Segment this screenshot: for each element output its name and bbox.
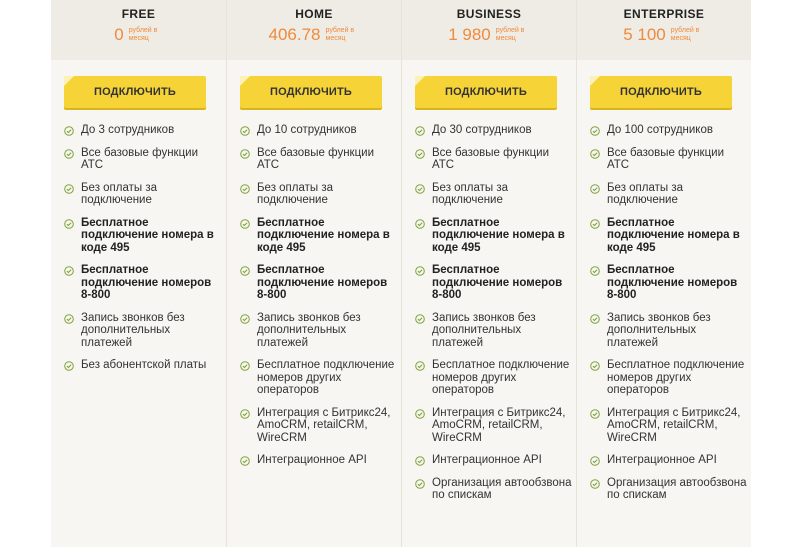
- feature-text: Все базовые функции АТС: [607, 146, 725, 171]
- feature-text: Бесплатное подключение номеров других операторов: [607, 359, 745, 396]
- check-circle-icon: [590, 184, 600, 194]
- button-corner-decoration: [64, 76, 74, 86]
- check-circle-icon: [415, 266, 425, 276]
- feature-text: Интеграция с Битрикс24, AmoCRM, retailCRM, WireCRM: [607, 406, 741, 444]
- feature-item: [590, 477, 748, 502]
- plan-name: FREE: [121, 7, 156, 21]
- feature-item: [415, 182, 573, 207]
- plan-name: HOME: [295, 7, 333, 21]
- feature-list: [590, 124, 748, 512]
- plan-price: 0: [114, 25, 124, 44]
- feature-item: [240, 217, 398, 255]
- feature-item: [415, 407, 573, 445]
- connect-button-label: ПОДКЛЮЧИТЬ: [269, 86, 353, 98]
- plan-price-unit: рублей в месяц: [670, 27, 700, 42]
- check-circle-icon: [64, 314, 74, 324]
- check-circle-icon: [240, 219, 250, 229]
- feature-list: [240, 124, 398, 477]
- feature-text: Бесплатное подключение номера в коде 495: [81, 216, 214, 254]
- feature-text: Все базовые функции АТС: [432, 146, 550, 171]
- check-circle-icon: [590, 266, 600, 276]
- check-circle-icon: [590, 219, 600, 229]
- feature-item: [415, 264, 573, 302]
- feature-text: Запись звонков без дополнительных платежей: [81, 311, 185, 349]
- feature-item: [240, 454, 398, 467]
- feature-list: [415, 124, 573, 512]
- feature-text: Интеграция с Битрикс24, AmoCRM, retailCRM, WireCRM: [432, 406, 566, 444]
- feature-item: [590, 407, 748, 445]
- feature-item: [590, 264, 748, 302]
- check-circle-icon: [415, 126, 425, 136]
- plan-price: 1 980: [448, 25, 491, 44]
- connect-button[interactable]: [240, 76, 382, 108]
- feature-text: До 30 сотрудников: [432, 124, 532, 136]
- feature-text: До 100 сотрудников: [607, 124, 713, 136]
- feature-item: [64, 264, 222, 302]
- check-circle-icon: [590, 361, 600, 371]
- check-circle-icon: [240, 266, 250, 276]
- check-circle-icon: [240, 314, 250, 324]
- plan-price-row: [227, 25, 401, 45]
- feature-text: Без оплаты за подключение: [257, 181, 334, 206]
- connect-button[interactable]: [415, 76, 557, 108]
- check-circle-icon: [590, 149, 600, 159]
- feature-item: [590, 312, 748, 350]
- check-circle-icon: [415, 409, 425, 419]
- check-circle-icon: [590, 409, 600, 419]
- plan-price-unit: рублей в месяц: [128, 27, 158, 42]
- feature-text: Бесплатное подключение номера в коде 495: [432, 216, 565, 254]
- feature-text: Без абонентской платы: [81, 359, 207, 371]
- plan-enterprise: [576, 0, 751, 547]
- feature-text: Все базовые функции АТС: [257, 146, 375, 171]
- check-circle-icon: [240, 361, 250, 371]
- check-circle-icon: [415, 219, 425, 229]
- feature-item: [240, 147, 398, 172]
- feature-item: [240, 124, 398, 137]
- feature-text: Бесплатное подключение номеров других операторов: [257, 359, 395, 396]
- check-circle-icon: [415, 361, 425, 371]
- plan-header: [402, 0, 576, 60]
- plan-header: [51, 0, 226, 60]
- button-corner-decoration: [415, 76, 425, 86]
- pricing-table: [51, 0, 751, 547]
- plan-home: [226, 0, 401, 547]
- check-circle-icon: [240, 126, 250, 136]
- check-circle-icon: [590, 314, 600, 324]
- plan-business: [401, 0, 576, 547]
- feature-item: [240, 359, 398, 397]
- feature-text: Организация автообзвона по спискам: [432, 476, 572, 501]
- connect-button[interactable]: [590, 76, 732, 108]
- check-circle-icon: [64, 219, 74, 229]
- feature-item: [240, 407, 398, 445]
- feature-text: Запись звонков без дополнительных платежей: [432, 311, 536, 349]
- check-circle-icon: [64, 266, 74, 276]
- feature-item: [240, 182, 398, 207]
- feature-item: [64, 359, 222, 372]
- feature-item: [590, 182, 748, 207]
- connect-button[interactable]: [64, 76, 206, 108]
- feature-item: [590, 147, 748, 172]
- feature-item: [240, 312, 398, 350]
- check-circle-icon: [415, 456, 425, 466]
- check-circle-icon: [64, 361, 74, 371]
- feature-text: Без оплаты за подключение: [432, 181, 509, 206]
- feature-item: [590, 359, 748, 397]
- feature-item: [590, 454, 748, 467]
- feature-text: Запись звонков без дополнительных платежей: [607, 311, 711, 349]
- plan-header: [227, 0, 401, 60]
- check-circle-icon: [64, 184, 74, 194]
- feature-item: [415, 477, 573, 502]
- plan-price: 5 100: [623, 25, 666, 44]
- plan-price-unit: рублей в месяц: [325, 27, 355, 42]
- feature-text: Бесплатное подключение номеров 8-800: [607, 264, 738, 301]
- check-circle-icon: [415, 149, 425, 159]
- connect-button-label: ПОДКЛЮЧИТЬ: [619, 86, 703, 98]
- feature-item: [415, 124, 573, 137]
- feature-item: [590, 217, 748, 255]
- plan-free: [51, 0, 226, 547]
- plan-price-row: [402, 25, 576, 45]
- feature-item: [415, 217, 573, 255]
- feature-text: Без оплаты за подключение: [607, 181, 684, 206]
- check-circle-icon: [240, 456, 250, 466]
- plan-price-row: [51, 25, 226, 45]
- check-circle-icon: [240, 149, 250, 159]
- feature-text: Бесплатное подключение номера в коде 495: [607, 216, 740, 254]
- plan-name: BUSINESS: [456, 7, 522, 21]
- feature-item: [64, 124, 222, 137]
- feature-text: Все базовые функции АТС: [81, 146, 199, 171]
- check-circle-icon: [64, 149, 74, 159]
- connect-button-label: ПОДКЛЮЧИТЬ: [93, 86, 177, 98]
- check-circle-icon: [240, 409, 250, 419]
- feature-item: [415, 147, 573, 172]
- check-circle-icon: [590, 479, 600, 489]
- plan-header: [577, 0, 751, 60]
- feature-text: Интеграционное API: [607, 454, 717, 466]
- button-corner-decoration: [240, 76, 250, 86]
- feature-item: [64, 217, 222, 255]
- feature-item: [64, 312, 222, 350]
- check-circle-icon: [590, 126, 600, 136]
- check-circle-icon: [590, 456, 600, 466]
- feature-item: [415, 359, 573, 397]
- feature-text: Бесплатное подключение номера в коде 495: [257, 216, 390, 254]
- feature-text: Бесплатное подключение номеров 8-800: [81, 264, 212, 301]
- feature-text: До 10 сотрудников: [257, 124, 357, 136]
- plan-price-row: [577, 25, 751, 45]
- feature-text: Интеграция с Битрикс24, AmoCRM, retailCRM, WireCRM: [257, 406, 391, 444]
- feature-text: Бесплатное подключение номеров 8-800: [432, 264, 563, 301]
- feature-item: [415, 312, 573, 350]
- plan-price-unit: рублей в месяц: [495, 27, 525, 42]
- feature-text: Бесплатное подключение номеров других операторов: [432, 359, 570, 396]
- check-circle-icon: [415, 184, 425, 194]
- feature-text: До 3 сотрудников: [81, 124, 175, 136]
- check-circle-icon: [415, 314, 425, 324]
- plan-name: ENTERPRISE: [623, 7, 705, 21]
- feature-text: Без оплаты за подключение: [81, 181, 158, 206]
- feature-item: [64, 182, 222, 207]
- feature-item: [590, 124, 748, 137]
- feature-text: Запись звонков без дополнительных платежей: [257, 311, 361, 349]
- plan-price: 406.78: [268, 25, 321, 44]
- feature-text: Интеграционное API: [257, 454, 367, 466]
- feature-item: [415, 454, 573, 467]
- check-circle-icon: [240, 184, 250, 194]
- feature-text: Интеграционное API: [432, 454, 542, 466]
- feature-list: [64, 124, 222, 382]
- check-circle-icon: [64, 126, 74, 136]
- feature-item: [64, 147, 222, 172]
- button-corner-decoration: [590, 76, 600, 86]
- feature-item: [240, 264, 398, 302]
- feature-text: Бесплатное подключение номеров 8-800: [257, 264, 388, 301]
- connect-button-label: ПОДКЛЮЧИТЬ: [444, 86, 528, 98]
- check-circle-icon: [415, 479, 425, 489]
- feature-text: Организация автообзвона по спискам: [607, 476, 747, 501]
